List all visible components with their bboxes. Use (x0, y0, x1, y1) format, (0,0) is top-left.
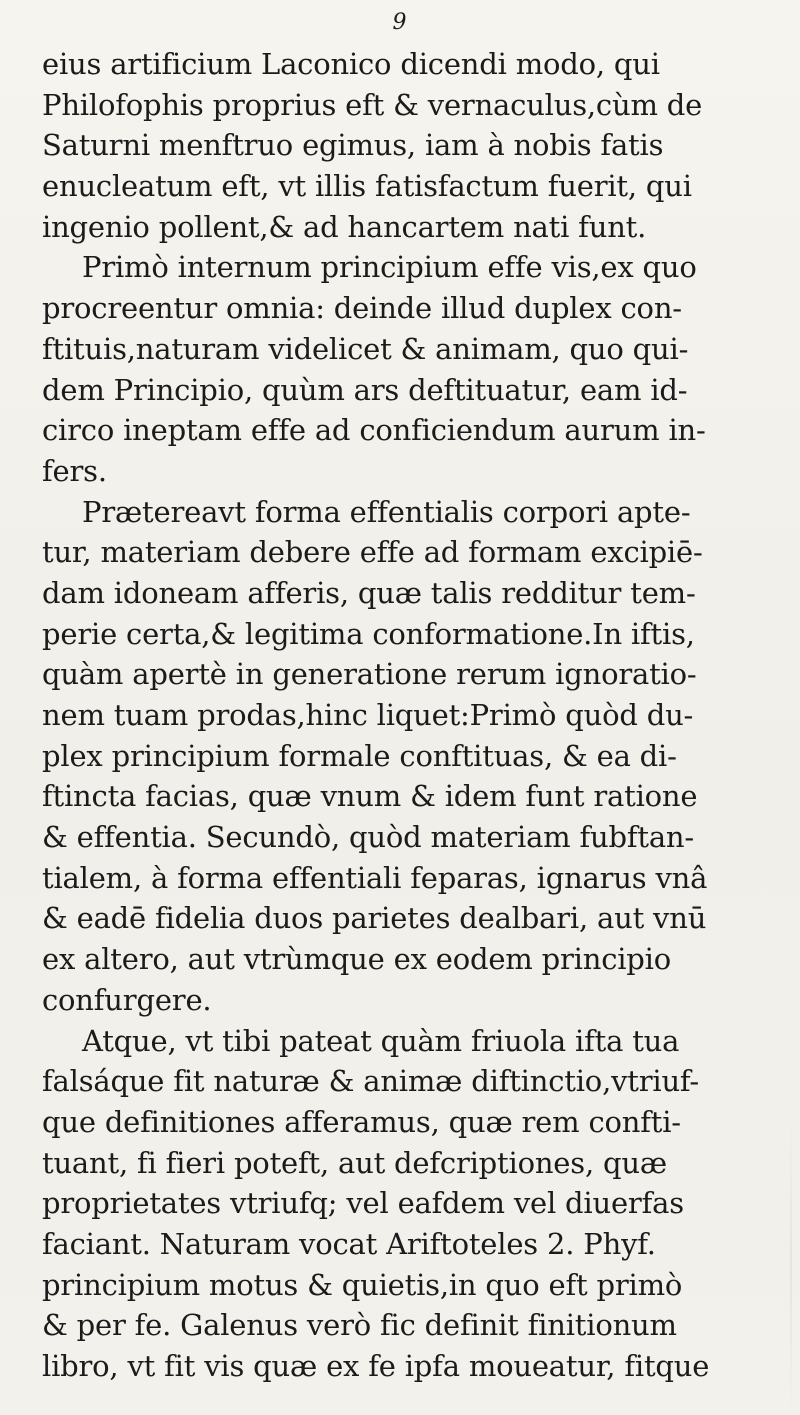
text-line: principium motus & quietis,in quo eft primò (42, 1267, 683, 1302)
text-line: dam idoneam afferis, quæ talis redditur tem- (42, 575, 696, 610)
text-line: procreentur omnia: deinde illud duplex con- (42, 291, 682, 326)
text-line: ex altero, aut vtrùmque ex eodem principio (42, 942, 672, 977)
text-line: ingenio pollent,& ad hancartem nati funt. (42, 209, 647, 244)
text-line: nem tuam prodas,hinc liquet:Primò quòd du- (42, 698, 694, 732)
text-line: plex principium formale conftituas, & ea di- (42, 738, 677, 773)
text-line: tuant, fi fieri poteft, aut defcriptiones, quæ (42, 1145, 667, 1180)
text-line: proprietates vtriufq; vel eafdem vel diuerfas (42, 1186, 684, 1221)
text-line: tur, materiam debere effe ad formam excipiē- (42, 535, 703, 570)
paragraph-start-line: Primò internum principium effe vis,ex quo (82, 250, 697, 285)
text-line: fers. (42, 453, 107, 488)
paragraph-start-line: Atque, vt tibi pateat quàm friuola ifta tua (82, 1023, 680, 1058)
text-line: circo ineptam effe ad conficiendum aurum in- (42, 413, 706, 448)
page-number: 9 (392, 10, 408, 35)
text-line: quàm apertè in generatione rerum ignoratio- (42, 657, 697, 692)
text-line: Saturni menftruo egimus, iam à nobis fatis (42, 128, 664, 163)
text-line: que definitiones afferamus, quæ rem confti- (42, 1104, 681, 1139)
text-line: perie certa,& legitima conformatione.In iftis, (42, 616, 695, 651)
text-line: tialem, à forma effentiali feparas, ignarus vnâ (42, 860, 708, 895)
text-line: confurgere. (42, 982, 212, 1017)
text-line: dem Principio, quùm ars deftituatur, eam id- (42, 372, 688, 407)
text-line: falsáque fit naturæ & animæ diftinctio,vtriuf- (42, 1064, 700, 1099)
main-text (42, 44, 782, 1387)
text-line: & eadē fidelia duos parietes dealbari, aut vnū (42, 901, 707, 936)
text-line: eius artificium Laconico dicendi modo, qui (42, 47, 660, 81)
text-line: libro, vt fit vis quæ ex fe ipfa moueatur, fitque (42, 1349, 710, 1383)
text-line: & effentia. Secundò, quòd materiam fubftan- (42, 820, 694, 855)
text-line: faciant. Naturam vocat Ariftoteles 2. Phyf. (42, 1226, 656, 1261)
text-line: & per fe. Galenus verò fic definit finitionum (42, 1308, 677, 1343)
text-line: ftituis,naturam videlicet & animam, quo qui- (42, 331, 689, 366)
text-line: Philofophis proprius eft & vernaculus,cùm de (42, 87, 703, 122)
page-edge-shadow (790, 1115, 792, 1415)
paragraph-start-line: Prætereavt forma effentialis corpori apte- (82, 494, 691, 529)
text-line: enucleatum eft, vt illis fatisfactum fuerit, qui (42, 169, 692, 204)
text-line: ftincta facias, quæ vnum & idem funt ratione (42, 779, 698, 814)
